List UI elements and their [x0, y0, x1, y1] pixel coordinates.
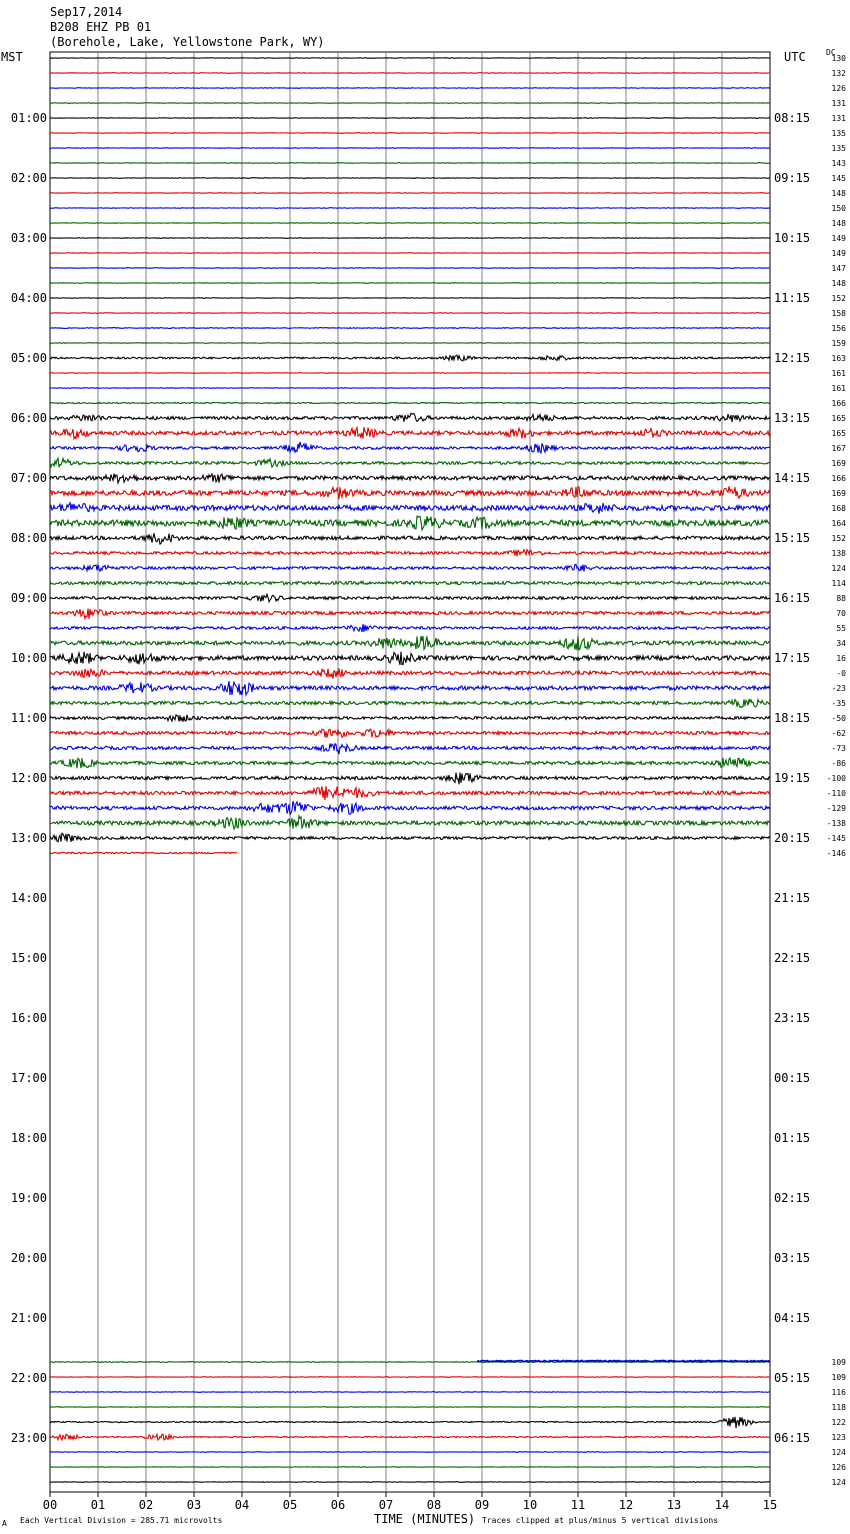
- morning-dc-label-19: 159: [831, 339, 846, 348]
- morning-trace-49: [50, 786, 770, 800]
- evening-trace-4: [50, 1417, 770, 1428]
- morning-dc-label-3: 131: [831, 99, 846, 108]
- morning-dc-label-6: 135: [831, 144, 846, 153]
- right-hour-label-6: 14:15: [774, 471, 811, 485]
- evening-dc-label-1: 109: [831, 1373, 846, 1382]
- morning-trace-53: [50, 852, 237, 854]
- morning-trace-37: [50, 609, 770, 619]
- morning-trace-38: [50, 624, 770, 632]
- morning-dc-label-23: 166: [831, 399, 846, 408]
- left-hour-label-4: 05:00: [10, 351, 47, 365]
- morning-trace-25: [50, 427, 770, 438]
- left-hour-label-19: 20:00: [10, 1251, 47, 1265]
- morning-trace-7: [50, 163, 770, 164]
- x-tick-label-7: 07: [378, 1498, 394, 1512]
- morning-trace-15: [50, 283, 770, 284]
- left-hour-label-3: 04:00: [10, 291, 47, 305]
- morning-dc-label-45: -62: [831, 729, 846, 738]
- morning-trace-23: [50, 402, 770, 403]
- scale-note: Each Vertical Division = 285.71 microvolts: [20, 1516, 223, 1525]
- evening-trace-2: [50, 1392, 770, 1393]
- morning-dc-label-42: -23: [831, 684, 846, 693]
- right-hour-label-18: 02:15: [774, 1191, 811, 1205]
- morning-dc-label-14: 147: [831, 264, 846, 273]
- morning-trace-50: [50, 801, 770, 815]
- x-tick-label-0: 00: [42, 1498, 58, 1512]
- morning-dc-label-43: -35: [831, 699, 846, 708]
- x-tick-label-1: 01: [90, 1498, 106, 1512]
- right-hour-label-1: 09:15: [774, 171, 811, 185]
- x-axis-ticks: [43, 1492, 777, 1512]
- morning-trace-30: [50, 503, 770, 514]
- x-tick-label-13: 13: [666, 1498, 682, 1512]
- morning-dc-label-36: 88: [836, 594, 846, 603]
- evening-dc-label-2: 116: [831, 1388, 846, 1397]
- x-tick-label-10: 10: [522, 1498, 538, 1512]
- morning-dc-label-2: 126: [831, 84, 846, 93]
- morning-trace-1: [50, 73, 770, 74]
- morning-dc-label-50: -129: [826, 804, 846, 813]
- morning-dc-label-21: 161: [831, 369, 846, 378]
- left-hour-label-15: 16:00: [10, 1011, 47, 1025]
- morning-dc-label-46: -73: [831, 744, 846, 753]
- morning-trace-44: [50, 715, 770, 722]
- morning-dc-label-35: 114: [831, 579, 846, 588]
- morning-trace-10: [50, 208, 770, 209]
- chart-location: (Borehole, Lake, Yellowstone Park, WY): [50, 35, 325, 49]
- left-hour-label-6: 07:00: [10, 471, 47, 485]
- x-tick-label-4: 04: [234, 1498, 250, 1512]
- morning-trace-43: [50, 699, 770, 707]
- morning-dc-label-52: -145: [826, 834, 846, 843]
- clip-note: Traces clipped at plus/minus 5 vertical divisions: [482, 1516, 719, 1525]
- x-tick-label-3: 03: [186, 1498, 202, 1512]
- right-hour-label-16: 00:15: [774, 1071, 811, 1085]
- morning-trace-6: [50, 148, 770, 149]
- morning-trace-29: [50, 486, 770, 499]
- morning-trace-42: [50, 681, 770, 695]
- morning-dc-label-32: 152: [831, 534, 846, 543]
- left-hour-label-14: 15:00: [10, 951, 47, 965]
- right-hour-label-13: 21:15: [774, 891, 811, 905]
- morning-dc-label-51: -138: [826, 819, 846, 828]
- left-hour-label-7: 08:00: [10, 531, 47, 545]
- morning-trace-40: [50, 652, 770, 665]
- left-hour-label-5: 06:00: [10, 411, 47, 425]
- morning-dc-label-7: 143: [831, 159, 846, 168]
- x-tick-label-2: 02: [138, 1498, 154, 1512]
- left-hour-label-2: 03:00: [10, 231, 47, 245]
- morning-dc-label-27: 169: [831, 459, 846, 468]
- evening-dc-label-4: 122: [831, 1418, 846, 1427]
- right-timezone-label: UTC: [784, 50, 806, 64]
- right-hour-label-17: 01:15: [774, 1131, 811, 1145]
- right-hour-label-7: 15:15: [774, 531, 811, 545]
- left-hour-label-21: 22:00: [10, 1371, 47, 1385]
- morning-trace-19: [50, 343, 770, 344]
- x-tick-label-6: 06: [330, 1498, 346, 1512]
- right-hour-label-10: 18:15: [774, 711, 811, 725]
- right-hour-label-21: 05:15: [774, 1371, 811, 1385]
- right-hour-label-11: 19:15: [774, 771, 811, 785]
- morning-trace-32: [50, 533, 770, 544]
- morning-trace-12: [50, 238, 770, 239]
- x-tick-label-9: 09: [474, 1498, 490, 1512]
- right-hour-label-5: 13:15: [774, 411, 811, 425]
- morning-trace-46: [50, 743, 770, 754]
- morning-dc-label-22: 161: [831, 384, 846, 393]
- evening-dc-label-8: 124: [831, 1478, 846, 1487]
- dc-offset-labels: [827, 54, 846, 1487]
- left-hour-label-20: 21:00: [10, 1311, 47, 1325]
- morning-trace-21: [50, 373, 770, 374]
- left-hour-label-17: 18:00: [10, 1131, 47, 1145]
- evening-dc-label-5: 123: [831, 1433, 846, 1442]
- morning-dc-label-11: 148: [831, 219, 846, 228]
- x-tick-label-8: 08: [426, 1498, 442, 1512]
- left-hour-label-0: 01:00: [10, 111, 47, 125]
- evening-trace-0: [50, 1362, 770, 1363]
- morning-dc-label-15: 148: [831, 279, 846, 288]
- morning-dc-label-25: 165: [831, 429, 846, 438]
- morning-dc-label-17: 158: [831, 309, 846, 318]
- right-hour-label-12: 20:15: [774, 831, 811, 845]
- right-hour-label-15: 23:15: [774, 1011, 811, 1025]
- right-hour-label-14: 22:15: [774, 951, 811, 965]
- morning-dc-label-34: 124: [831, 564, 846, 573]
- morning-trace-28: [50, 474, 770, 483]
- morning-dc-label-12: 149: [831, 234, 846, 243]
- morning-trace-33: [50, 550, 770, 557]
- morning-trace-39: [50, 636, 770, 650]
- morning-trace-13: [50, 253, 770, 254]
- morning-trace-5: [50, 133, 770, 134]
- evening-dc-label-0: 109: [831, 1358, 846, 1367]
- left-hour-label-12: 13:00: [10, 831, 47, 845]
- left-hour-label-1: 02:00: [10, 171, 47, 185]
- evening-trace-5: [50, 1434, 770, 1440]
- morning-dc-label-49: -110: [826, 789, 846, 798]
- morning-trace-17: [50, 313, 770, 314]
- right-hour-label-19: 03:15: [774, 1251, 811, 1265]
- morning-dc-label-26: 167: [831, 444, 846, 453]
- morning-dc-label-44: -50: [831, 714, 846, 723]
- morning-dc-label-20: 163: [831, 354, 846, 363]
- morning-trace-9: [50, 193, 770, 194]
- morning-dc-label-33: 138: [831, 549, 846, 558]
- morning-dc-label-47: -86: [831, 759, 846, 768]
- x-tick-label-15: 15: [762, 1498, 778, 1512]
- morning-dc-label-16: 152: [831, 294, 846, 303]
- morning-dc-label-39: 34: [836, 639, 846, 648]
- morning-trace-27: [50, 458, 770, 467]
- morning-trace-0: [50, 58, 770, 59]
- morning-dc-label-1: 132: [831, 69, 846, 78]
- morning-trace-4: [50, 118, 770, 119]
- x-tick-label-14: 14: [714, 1498, 730, 1512]
- corner-mark: A: [2, 1519, 7, 1528]
- morning-trace-48: [50, 773, 770, 785]
- morning-dc-label-30: 168: [831, 504, 846, 513]
- morning-trace-22: [50, 388, 770, 389]
- morning-trace-35: [50, 581, 770, 584]
- morning-trace-31: [50, 516, 770, 530]
- evening-trace-overlay-0: [477, 1360, 770, 1361]
- morning-trace-41: [50, 668, 770, 678]
- left-hour-label-8: 09:00: [10, 591, 47, 605]
- right-hour-label-8: 16:15: [774, 591, 811, 605]
- right-hour-label-22: 06:15: [774, 1431, 811, 1445]
- right-hour-label-9: 17:15: [774, 651, 811, 665]
- right-hour-label-4: 12:15: [774, 351, 811, 365]
- morning-trace-47: [50, 758, 770, 768]
- morning-trace-3: [50, 103, 770, 104]
- morning-trace-20: [50, 355, 770, 361]
- left-hour-label-22: 23:00: [10, 1431, 47, 1445]
- morning-dc-label-24: 165: [831, 414, 846, 423]
- left-hour-label-9: 10:00: [10, 651, 47, 665]
- morning-trace-8: [50, 178, 770, 179]
- x-axis-label: TIME (MINUTES): [374, 1512, 476, 1526]
- right-hour-label-3: 11:15: [774, 291, 811, 305]
- evening-dc-label-7: 126: [831, 1463, 846, 1472]
- morning-trace-52: [50, 833, 770, 842]
- morning-dc-label-4: 131: [831, 114, 846, 123]
- morning-dc-label-40: 16: [836, 654, 846, 663]
- right-hour-label-0: 08:15: [774, 111, 811, 125]
- morning-trace-24: [50, 413, 770, 422]
- evening-trace-1: [50, 1377, 770, 1378]
- morning-trace-2: [50, 88, 770, 89]
- right-hour-label-2: 10:15: [774, 231, 811, 245]
- morning-trace-45: [50, 729, 770, 738]
- x-tick-label-11: 11: [570, 1498, 586, 1512]
- morning-dc-label-41: -0: [836, 669, 846, 678]
- left-hour-label-16: 17:00: [10, 1071, 47, 1085]
- left-hour-label-13: 14:00: [10, 891, 47, 905]
- morning-trace-18: [50, 328, 770, 329]
- left-hour-label-18: 19:00: [10, 1191, 47, 1205]
- morning-dc-label-29: 169: [831, 489, 846, 498]
- morning-dc-label-38: 55: [836, 624, 846, 633]
- seismic-traces: [50, 58, 770, 1483]
- x-tick-label-12: 12: [618, 1498, 634, 1512]
- chart-date: Sep17,2014: [50, 5, 123, 19]
- morning-dc-label-10: 150: [831, 204, 846, 213]
- morning-trace-16: [50, 298, 770, 299]
- left-timezone-label: MST: [1, 50, 23, 64]
- evening-trace-6: [50, 1452, 770, 1453]
- morning-dc-label-48: -100: [826, 774, 846, 783]
- morning-dc-label-53: -146: [826, 849, 846, 858]
- morning-dc-label-5: 135: [831, 129, 846, 138]
- right-hour-label-20: 04:15: [774, 1311, 811, 1325]
- morning-dc-label-28: 166: [831, 474, 846, 483]
- x-tick-label-5: 05: [282, 1498, 298, 1512]
- morning-trace-51: [50, 816, 770, 829]
- morning-trace-11: [50, 223, 770, 224]
- morning-trace-26: [50, 442, 770, 453]
- evening-trace-3: [50, 1407, 770, 1408]
- left-hour-label-10: 11:00: [10, 711, 47, 725]
- left-hour-label-11: 12:00: [10, 771, 47, 785]
- chart-title: B208 EHZ PB 01: [50, 20, 152, 34]
- morning-dc-label-31: 164: [831, 519, 846, 528]
- evening-trace-8: [50, 1482, 770, 1483]
- morning-trace-34: [50, 564, 770, 571]
- morning-dc-label-0: 130: [831, 54, 846, 63]
- morning-dc-label-18: 156: [831, 324, 846, 333]
- evening-dc-label-3: 118: [831, 1403, 846, 1412]
- dc-column-label: DC: [826, 48, 836, 57]
- morning-trace-14: [50, 268, 770, 269]
- morning-dc-label-13: 149: [831, 249, 846, 258]
- morning-trace-36: [50, 594, 770, 601]
- evening-trace-7: [50, 1467, 770, 1468]
- evening-dc-label-6: 124: [831, 1448, 846, 1457]
- morning-dc-label-9: 148: [831, 189, 846, 198]
- morning-dc-label-37: 70: [836, 609, 846, 618]
- morning-dc-label-8: 145: [831, 174, 846, 183]
